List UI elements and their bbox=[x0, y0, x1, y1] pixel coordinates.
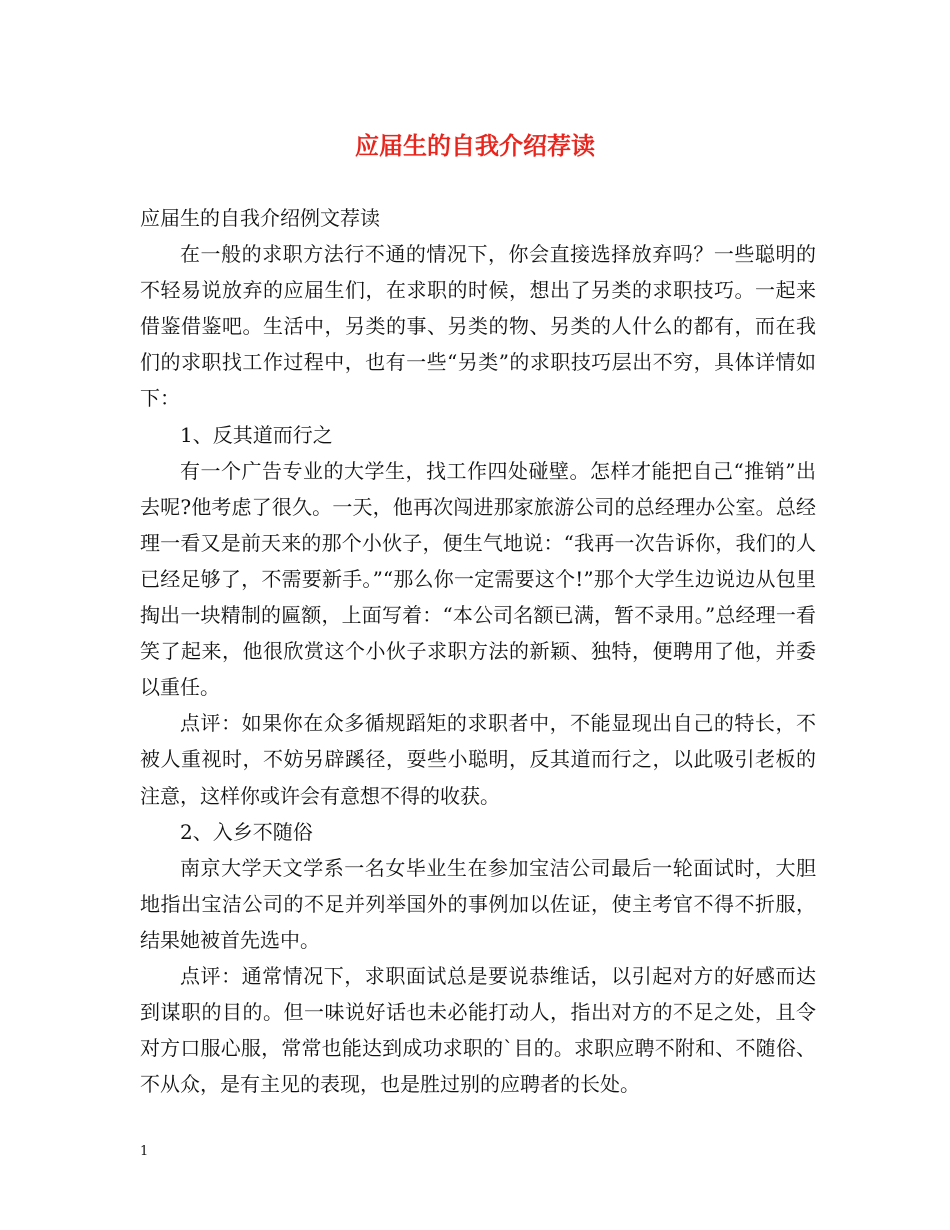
paragraph: 南京大学天文学系一名女毕业生在参加宝洁公司最后一轮面试时，大胆地指出宝洁公司的不足并列举国外的事例加以佐证，使主考官不得不折服，结果她被首先选中。 bbox=[140, 855, 816, 952]
paragraph: 有一个广告专业的大学生，找工作四处碰壁。怎样才能把自己“推销”出去呢?他考虑了很久。一天，他再次闯进那家旅游公司的总经理办公室。总经理一看又是前天来的那个小伙子，便生气地说：“我再一次告诉你，我们的人已经足够了，不需要新手。”“那么你一定需要这个!”那个大学生边说边从包里掏出一块精制的匾额，上面写着：“本公司名额已满，暂不录用。”总经理一看笑了起来，他很欣赏这个小伙子求职方法的新颖、独特，便聘用了他，并委以重任。 bbox=[140, 458, 816, 700]
page-number: 1 bbox=[140, 1144, 149, 1159]
section-heading: 2、入乡不随俗 bbox=[180, 819, 313, 844]
paragraph: 点评：如果你在众多循规蹈矩的求职者中，不能显现出自己的特长，不被人重视时，不妨另辟蹊径，耍些小聪明，反其道而行之，以此吸引老板的注意，这样你或许会有意想不得的收获。 bbox=[140, 711, 816, 808]
paragraph: 点评：通常情况下，求职面试总是要说恭维话，以引起对方的好感而达到谋职的目的。但一味说好话也未必能打动人，指出对方的不足之处，且令对方口服心服，常常也能达到成功求职的`目的。求职应聘不附和、不随俗、不从众，是有主见的表现，也是胜过别的应聘者的长处。 bbox=[140, 963, 816, 1097]
document-title: 应届生的自我介绍荐读 bbox=[355, 131, 595, 160]
document-body bbox=[140, 200, 816, 1102]
paragraph: 在一般的求职方法行不通的情况下，你会直接选择放弃吗？一些聪明的不轻易说放弃的应届生们，在求职的时候，想出了另类的求职技巧。一起来借鉴借鉴吧。生活中，另类的事、另类的物、另类的人什么的都有，而在我们的求职找工作过程中，也有一些“另类”的求职技巧层出不穷，具体详情如下： bbox=[140, 242, 816, 411]
document-subtitle: 应届生的自我介绍例文荐读 bbox=[140, 206, 380, 230]
section-heading: 1、反其道而行之 bbox=[180, 422, 333, 447]
